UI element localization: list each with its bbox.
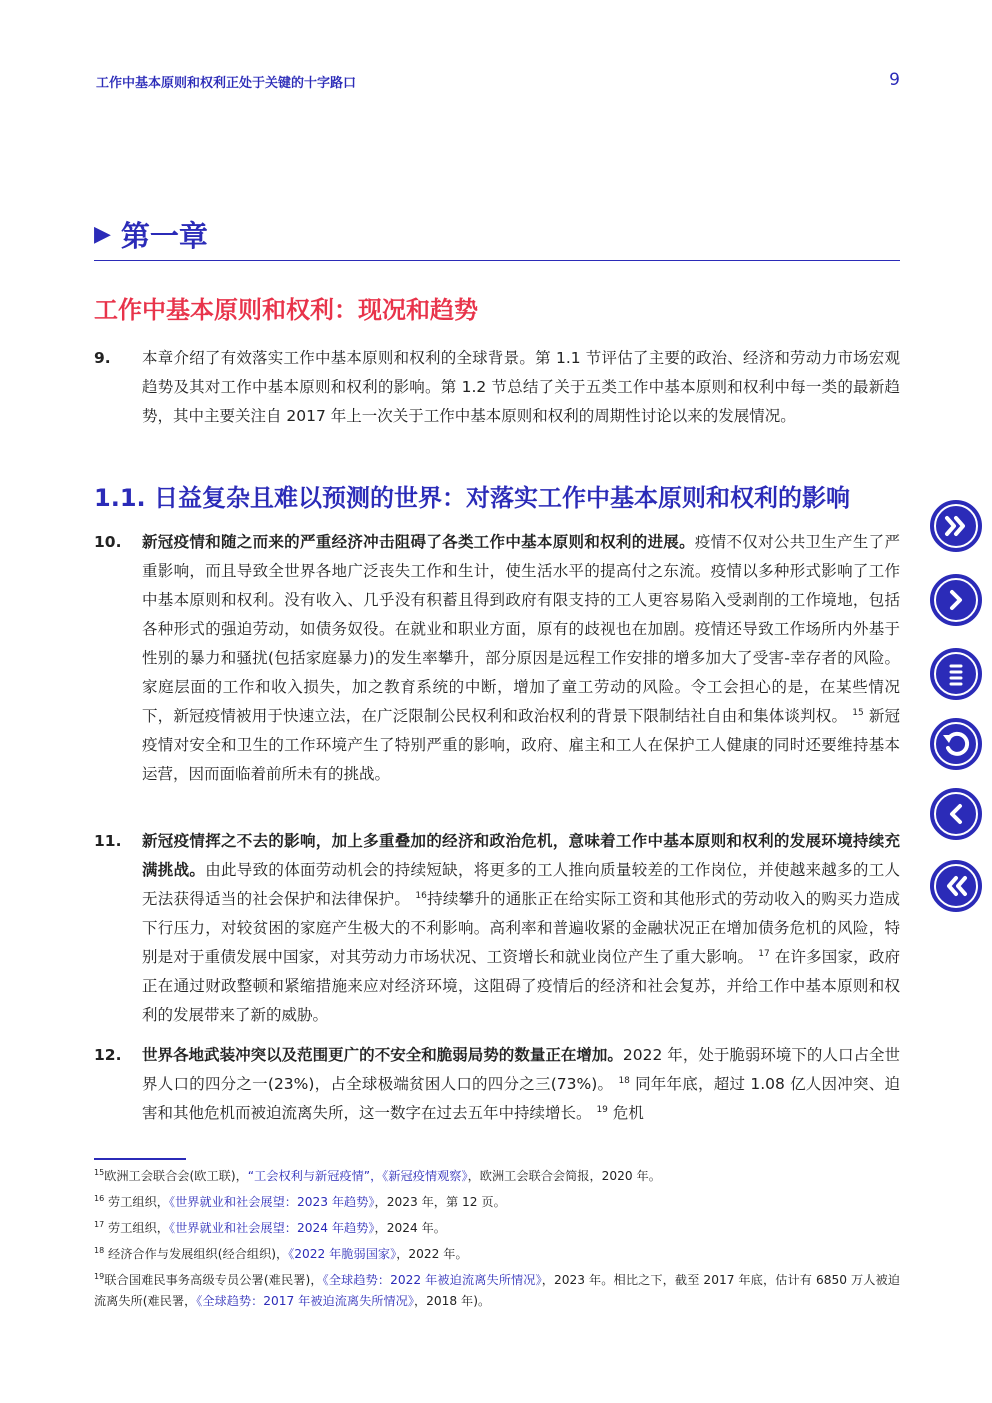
paragraph-text: 疫情不仅对公共卫生产生了严重影响，而且导致全世界各地广泛丧失工作和生计，使生活水平的提高付之东流。疫情以多种形式影响了工作中基本原则和权利。没有收入、几乎没有积蓄且得到政府有限支持的工人更容易陷入受剥削的工作境地，包括各种形式的强迫劳动，如债务奴役。在就业和职业方面，原有的歧视也在加剧。疫情还导致工作场所内外基于性别的暴力和骚扰(包括家庭暴力)的发生率攀升，部分原因是远程工作安排的增多加大了受害-幸存者的风险。家庭层面的工作和收入损失，加之教育系统的中断，增加了童工劳动的风险。令工会担心的是，在某些情况下，新冠疫情被用于快速立法，在广泛限制公民权利和政治权利的背景下限制结社自由和集体谈判权。 (142, 533, 900, 725)
footnote-15: $^{15}$欧洲工会联合会(欧工联)，“工会权利与新冠疫情”，《新冠疫情观察》，欧洲工会联合会简报，2020 年。 (94, 1167, 661, 1183)
paragraph-text: 持续攀升的通胀正在给实际工资和其他形式的劳动收入的购买力造成下行压力，对较贫困的家庭产生极大的不利影响。高利率和普遍收紧的金融状况正在增加债务危机的风险，特别是对于重债发展中国家，对其劳动力市场状况、工资增长和就业岗位产生了重大影响。 (142, 890, 900, 966)
paragraph-text: 同年年底，超过 1.08 亿人因冲突、迫害和其他危机而被迫流离失所，这一数字在过去五年中持续增长。 (142, 1075, 900, 1122)
paragraph-text: 本章介绍了有效落实工作中基本原则和权利的全球背景。第 1.1 节评估了主要的政治、经济和劳动力市场宏观趋势及其对工作中基本原则和权利的影响。第 1.2 节总结了关于五类工作中基本原则和权利中每一类的最新趋势，其中主要关注自 2017 年上一次关于工作中基本原则和权利的周期性讨论以来的发展情况。 (142, 349, 900, 425)
section-title: 工作中基本原则和权利：现况和趋势 (94, 296, 478, 324)
footnote-link[interactable]: 《世界就业和社会展望：2023 年趋势》 (169, 1195, 375, 1209)
footnote-18: $^{18}$ 经济合作与发展组织(经合组织)，《2022 年脆弱国家》，2022 年。 (94, 1245, 468, 1261)
last-page-icon (941, 871, 971, 901)
paragraph-12 (94, 1041, 900, 1128)
footnote-ref[interactable]: 18 (618, 1075, 630, 1086)
footnote-17: $^{17}$ 劳工组织，《世界就业和社会展望：2024 年趋势》，2024 年。 (94, 1219, 446, 1235)
contents-icon (941, 659, 971, 689)
page-number: 9 (889, 70, 900, 90)
paragraph-10 (94, 528, 900, 789)
paragraph-number: 10. (94, 533, 122, 551)
paragraph-number: 12. (94, 1046, 122, 1064)
chapter-label: 第一章 (120, 219, 208, 253)
previous-page-button[interactable] (930, 788, 982, 840)
paragraph-text: 新冠疫情对安全和卫生的工作环境产生了特别严重的影响，政府、雇主和工人在保护工人健康的同时还要维持基本运营，因而面临着前所未有的挑战。 (142, 707, 900, 783)
footnote-16: $^{16}$ 劳工组织，《世界就业和社会展望：2023 年趋势》，2023 年，第 12 页。 (94, 1193, 506, 1209)
footnote-link[interactable]: “工会权利与新冠疫情”，《新冠疫情观察》 (247, 1169, 468, 1183)
paragraph-number: 11. (94, 832, 122, 850)
next-page-icon (941, 585, 971, 615)
paragraph-text: 危机 (612, 1104, 644, 1122)
paragraph-9 (94, 344, 900, 431)
paragraph-text: 由此导致的体面劳动机会的持续短缺，将更多的工人推向质量较差的工作岗位，并使越来越多的工人无法获得适当的社会保护和法律保护。 (142, 861, 900, 908)
previous-page-icon (941, 799, 971, 829)
next-page-button[interactable] (930, 574, 982, 626)
footnote-link[interactable]: 《2022 年脆弱国家》 (288, 1247, 397, 1261)
last-page-button[interactable] (930, 860, 982, 912)
paragraph-lead: 新冠疫情挥之不去的影响，加上多重叠加的经济和政治危机，意味着工作中基本原则和权利的发展环境持续充满挑战。 (142, 832, 900, 879)
footnote-divider (94, 1158, 186, 1160)
footnote-ref[interactable]: 19 (596, 1104, 608, 1115)
paragraph-number: 9. (94, 349, 111, 367)
paragraph-text: 在许多国家，政府正在通过财政整顿和紧缩措施来应对经济环境，这阻碍了疫情后的经济和社会复苏，并给工作中基本原则和权利的发展带来了新的威胁。 (142, 948, 900, 1024)
footnote-link[interactable]: 《世界就业和社会展望：2024 年趋势》 (169, 1221, 375, 1235)
chapter-marker-icon: ▶ (94, 222, 111, 247)
chapter-heading (94, 214, 900, 255)
footnote-ref[interactable]: 16 (415, 890, 427, 901)
paragraph-text: 2022 年，处于脆弱环境下的人口占全世界人口的四分之一(23%)，占全球极端贫困人口的四分之三(73%)。 (142, 1046, 900, 1093)
footnote-ref[interactable]: 17 (758, 948, 770, 959)
paragraph-lead: 世界各地武装冲突以及范围更广的不安全和脆弱局势的数量正在增加。 (142, 1046, 623, 1064)
paragraph-11 (94, 827, 900, 1030)
footnote-link[interactable]: 《全球趋势：2017 年被迫流离失所情况》 (196, 1294, 414, 1308)
paragraph-lead: 新冠疫情和随之而来的严重经济冲击阻碍了各类工作中基本原则和权利的进展。 (142, 533, 695, 551)
footnote-ref[interactable]: 15 (852, 707, 864, 718)
footnote-19: $^{19}$联合国难民事务高级专员公署(难民署)，《全球趋势：2022 年被迫流离失所情况》，2023 年。相比之下，截至 2017 年底，估计有 6850 万人被迫流离失所(难民署，《全球趋势：2017 年被迫流离失所情况》，2018 年)。 (94, 1271, 900, 1308)
footnotes (94, 1166, 900, 1317)
back-button[interactable] (930, 718, 982, 770)
contents-button[interactable] (930, 648, 982, 700)
chapter-divider (94, 260, 900, 261)
first-page-button[interactable] (930, 500, 982, 552)
back-icon (940, 728, 972, 760)
footnote-link[interactable]: 《全球趋势：2022 年被迫流离失所情况》 (322, 1273, 542, 1287)
subsection-title: 1.1. 日益复杂且难以预测的世界：对落实工作中基本原则和权利的影响 (94, 484, 850, 512)
first-page-icon (941, 511, 971, 541)
running-header-title: 工作中基本原则和权利正处于关键的十字路口 (96, 76, 357, 91)
